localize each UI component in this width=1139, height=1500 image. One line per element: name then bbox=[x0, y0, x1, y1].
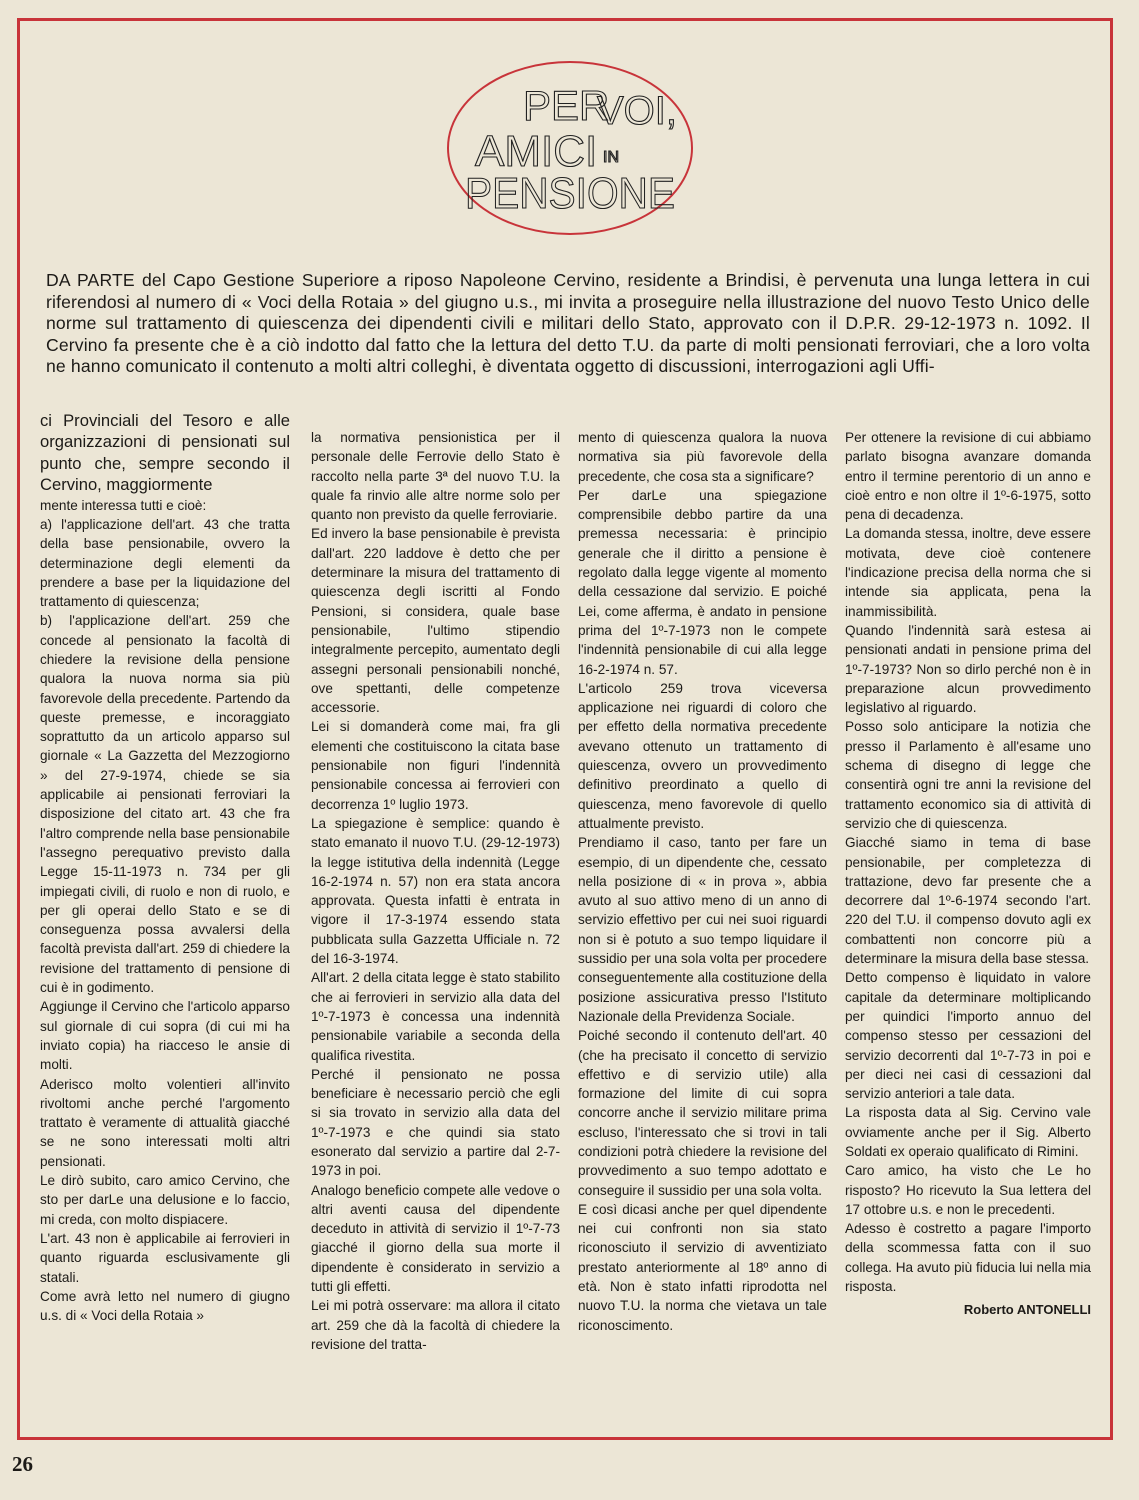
col3-paragraph: mento di quiescenza qualora la nuova normativa sia più favorevole della precedente, che cosa sta a significare? bbox=[578, 430, 827, 484]
col2-paragraph: Perché il pensionato ne possa beneficiare è necessario perciò che egli si sia trovato in servizio alla data del 1º-7-1973 e che quindi sia stato esonerato dal servizio a partire dal 2-7-1973 in poi. bbox=[311, 1066, 560, 1179]
col1-paragraph: Aggiunge il Cervino che l'articolo apparso sul giornale di cui sopra (di cui mi ha inviato copia) ha riacceso le ansie di molti. bbox=[40, 999, 290, 1073]
col4-paragraph: La risposta data al Sig. Cervino vale ovviamente anche per il Sig. Alberto Soldati ex operaio qualificato di Rimini. bbox=[845, 1105, 1091, 1159]
col3-paragraph: Per darLe una spiegazione comprensibile debbo partire da una premessa necessaria: è principio generale che il diritto a pensione è regolato dalla legge vigente al momento della cessazione dal servizio. E poiché Lei, come afferma, è andato in pensione prima del 1º-7-1973 non le compete l'indennità pensionabile di cui alla legge 16-2-1974 n. 57. bbox=[578, 487, 827, 677]
column-logo bbox=[445, 58, 695, 238]
col1-paragraph: a) l'applicazione dell'art. 43 che tratta della base pensionabile, ovvero la determinazione degli elementi da prendere a base per la liquidazione del trattamento di quiescenza; bbox=[40, 516, 290, 610]
col2-paragraph: All'art. 2 della citata legge è stato stabilito che ai ferrovieri in servizio alla data del 1º-7-1973 è concessa una indennità pensionabile variabile a seconda della qualifica rivestita. bbox=[311, 970, 560, 1063]
col4-paragraph: Per ottenere la revisione di cui abbiamo parlato bisogna avanzare domanda entro il termine perentorio di un anno e cioè entro e non oltre il 1º-6-1975, sotto pena di decadenza. bbox=[845, 430, 1091, 523]
col2-paragraph: La spiegazione è semplice: quando è stato emanato il nuovo T.U. (29-12-1973) la legge istitutiva della indennità (Legge 16-2-1974 n. 57) non era stata ancora approvata. Questa infatti è entrata in vigore il 17-3-1974 essendo stata pubblicata sulla Gazzetta Ufficiale n. 72 del 16-3-1974. bbox=[311, 815, 560, 967]
logo-word-amici: AMICI bbox=[475, 127, 598, 176]
column-3 bbox=[578, 428, 827, 1335]
col4-paragraph: Giacché siamo in tema di base pensionabile, per completezza di trattazione, devo far presente che a decorrere dal 1º-6-1974 secondo l'art. 220 del T.U. il compenso dovuto agli ex combattenti non concorre più a determinare la misura della base stessa. bbox=[845, 835, 1091, 967]
col3-paragraph: Poiché secondo il contenuto dell'art. 40 (che ha precisato il concetto di servizio effettivo e di servizio utile) alla formazione del limite di cui sopra concorre anche il servizio militare prima escluso, l'interessato che si trovi in tali condizioni potrà chiedere la revisione del provvedimento a suo tempo adottato e conseguire il sussidio per una sola volta. bbox=[578, 1028, 827, 1198]
col4-paragraph: Posso solo anticipare la notizia che presso il Parlamento è all'esame uno schema di disegno di legge che consentirà ogni tre anni la revisione del trattamento economico sia di attività di servizio che di quiescenza. bbox=[845, 719, 1091, 831]
col1-lead: ci Provinciali del Tesoro e alle organizzazioni di pensionati sul punto che, sempre secondo il Cervino, maggiormente bbox=[40, 411, 290, 495]
col4-paragraph: Caro amico, ha visto che Le ho risposto? Ho ricevuto la Sua lettera del 17 ottobre u.s. e non le precedenti. bbox=[845, 1163, 1091, 1217]
column-1 bbox=[40, 410, 290, 1325]
logo-word-voi: VOI, bbox=[597, 89, 678, 133]
col3-paragraph: E così dicasi anche per quel dipendente nei cui confronti non sia stato riconosciuto il servizio di avventiziato prestato anteriormente al 18º anno di età. Non è stato infatti riprodotta nel nuovo T.U. la norma che vietava un tale riconoscimento. bbox=[578, 1201, 827, 1333]
column-2 bbox=[311, 428, 560, 1354]
col1-paragraph: Le dirò subito, caro amico Cervino, che sto per darLe una delusione e lo faccio, mi creda, con molto dispiacere. bbox=[40, 1173, 290, 1227]
col2-paragraph: la normativa pensionistica per il personale delle Ferrovie dello Stato è raccolto nella parte 3ª del nuovo T.U. la quale fa rinvio alle altre norme solo per quanto non previsto da quelle ferroviarie. bbox=[311, 430, 560, 523]
logo-word-in: IN bbox=[603, 149, 619, 166]
logo-word-pensione: PENSIONE bbox=[465, 169, 675, 218]
col3-paragraph: L'articolo 259 trova viceversa applicazione nei riguardi di coloro che per effetto della normativa precedente avevano ottenuto un trattamento di quiescenza, ovvero un provvedimento definitivo preordinato a quello di quiescenza, meno favorevole di quello attualmente previsto. bbox=[578, 680, 827, 831]
author-signature: Roberto ANTONELLI bbox=[963, 1302, 1091, 1318]
col4-paragraph: Quando l'indennità sarà estesa ai pensionati andati in pensione prima del 1º-7-1973? Non so dirlo perché non è in preparazione alcun provvedimento legislativo al riguardo. bbox=[845, 622, 1091, 716]
intro-paragraph: DA PARTE del Capo Gestione Superiore a riposo Napoleone Cervino, residente a Brindisi, è pervenuta una lunga lettera in cui riferendosi al numero di « Voci della Rotaia » del giugno u.s., mi invita a proseguire nella illustrazione del nuovo Testo Unico delle norme sul trattamento di quiescenza dei dipendenti civili e militari dello Stato, approvato con il D.P.R. 29-12-1973 n. 1092. Il Cervino fa presente che è a ciò indotto dal fatto che la lettura del detto T.U. da parte di molti pensionati ferroviari, che a loro volta ne hanno comunicato il contenuto a molti altri colleghi, è diventata oggetto di discussioni, interrogazioni agli Uffi- bbox=[46, 270, 1090, 376]
col4-paragraph: Adesso è costretto a pagare l'importo della scommessa fatta con il suo collega. Ha avuto più fiducia lui nella mia risposta. bbox=[845, 1221, 1091, 1295]
logo-word-per: PER bbox=[523, 82, 610, 129]
col3-paragraph: Prendiamo il caso, tanto per fare un esempio, di un dipendente che, cessato nella posizione di « in prova », abbia avuto al suo attivo meno di un anno di servizio effettivo per cui nei suoi riguardi non si è potuto a suo tempo liquidare il sussidio per una sola volta per procedere conseguentemente alla costituzione della posizione assicurativa presso l'Istituto Nazionale della Previdenza Sociale. bbox=[578, 835, 827, 1024]
column-logo-graphic bbox=[445, 58, 695, 238]
col1-paragraph: Aderisco molto volentieri all'invito rivoltomi anche perché l'argomento trattato è veramente di attualità giacché se ne sono interessati molti altri pensionati. bbox=[40, 1076, 290, 1169]
col4-paragraph: La domanda stessa, inoltre, deve essere motivata, deve cioè contenere l'indicazione precisa della norma che si intende sia applicata, pena la inammissibilità. bbox=[845, 526, 1091, 619]
col2-paragraph: Lei mi potrà osservare: ma allora il citato art. 259 che dà la facoltà di chiedere la revisione del tratta- bbox=[311, 1298, 560, 1352]
col1-paragraph: L'art. 43 non è applicabile ai ferrovieri in quanto riguarda esclusivamente gli statali. bbox=[40, 1230, 290, 1285]
col2-paragraph: Lei si domanderà come mai, fra gli elementi che costituiscono la citata base pensionabile non figuri l'indennità pensionabile concessa ai ferrovieri con decorrenza 1º luglio 1973. bbox=[311, 719, 560, 812]
col2-paragraph: Ed invero la base pensionabile è prevista dall'art. 220 laddove è detto che per determinare la misura del trattamento di quiescenza degli iscritti al Fondo Pensioni, si considera, quale base pensionabile, l'ultimo stipendio integralmente percepito, aumentato degli assegni personali pensionabili nonché, ove spettanti, delle competenze accessorie. bbox=[311, 526, 560, 716]
col1-paragraph: Come avrà letto nel numero di giugno u.s. di « Voci della Rotaia » bbox=[40, 1288, 290, 1324]
col4-paragraph: Detto compenso è liquidato in valore capitale da determinare moltiplicando per quindici l'importo annuo del compenso stesso per cessazioni del servizio decorrenti dal 1º-7-73 in poi e per dieci nei casi di cessazioni dal servizio anteriori a tale data. bbox=[845, 970, 1091, 1102]
col2-paragraph: Analogo beneficio compete alle vedove o altri aventi causa del dipendente deceduto in attività di servizio il 1º-7-73 giacché il giorno della sua morte il dipendente è considerato in servizio a tutti gli effetti. bbox=[311, 1182, 560, 1295]
col1-paragraph: b) l'applicazione dell'art. 259 che concede al pensionato la facoltà di chiedere la revisione della pensione qualora la nuova norma sia più favorevole della precedente. Partendo da queste premesse, e incoraggiato soprattutto da un articolo apparso sul giornale « La Gazzetta del Mezzogiorno » del 27-9-1974, chiede se sia applicabile ai pensionati ferroviari la disposizione del citato art. 43 che fra l'altro comprende nella base pensionabile l'assegno perequativo previsto dalla Legge 15-11-1973 n. 734 per gli impiegati civili, di ruolo e non di ruolo, e per gli operai dello Stato e se di conseguenza possa avvalersi della facoltà prevista dall'art. 259 di chiedere la revisione del trattamento di pensione di cui è in godimento. bbox=[40, 613, 290, 996]
page-number: 26 bbox=[12, 1452, 33, 1476]
col1-paragraph: mente interessa tutti e cioè: bbox=[40, 497, 207, 513]
column-4 bbox=[845, 428, 1091, 1320]
